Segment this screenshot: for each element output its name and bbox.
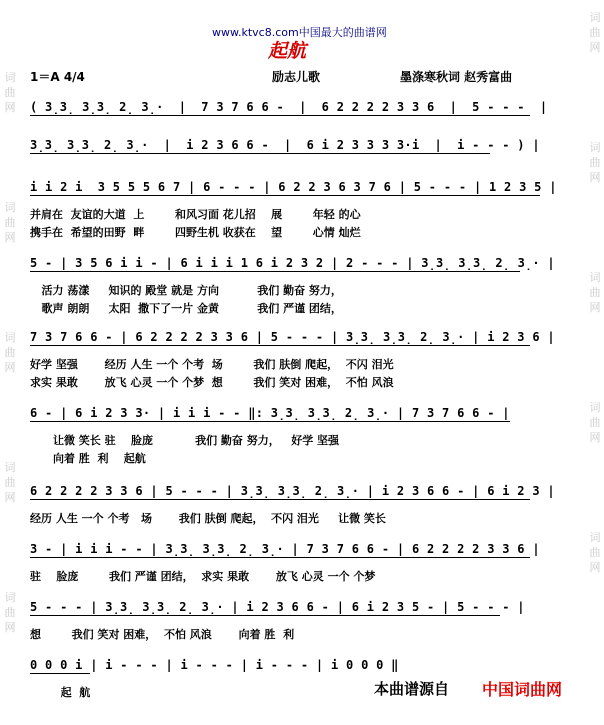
- score-row-2: [0, 138, 604, 172]
- lyric-line-1: 想 我们 笑对 困难， 不怕 风浪 向着 胜 利: [30, 628, 295, 641]
- lyric-line-1: 让微 笑长 驻 脸庞 我们 勤奋 努力， 好学 坚强: [30, 434, 340, 447]
- notation-line: ( 3̣3̣ 3̣3̣ 2̣ 3̣· | 7 3 7 6 6 - | 6 2 2 2 2 3 3 6 | 5 - - - |: [30, 100, 548, 114]
- watermark-right-4: 词曲网: [589, 401, 601, 444]
- notation-line: 6 - | 6 i 2 3 3· | i i i - - ‖: 3̣3̣ 3̣3̣ 2̣ 3̣· | 7 3 7 6 6 - |: [30, 406, 510, 420]
- beam-line: [30, 615, 500, 616]
- lyric-line-2: 向着 胜 利 起航: [30, 452, 146, 465]
- notation-line: 3 - | i i i - - | 3̣3̣ 3̣3̣ 2̣ 3̣· | 7 3 7 6 6 - | 6 2 2 2 2 3 3 6 |: [30, 542, 540, 556]
- source-site-link[interactable]: 中国词曲网: [482, 680, 563, 699]
- source-label: 本曲谱源自: [374, 680, 450, 698]
- notation-line: 3̣3̣ 3̣3̣ 2̣ 3̣· | i 2 3 6 6 - | 6 i 2 3 3 3 3·i | i - - - ) |: [30, 138, 540, 152]
- lyric-line-1: 经历 人生 一个 个考 场 我们 肤倒 爬起， 不闪 泪光 让微 笑长: [30, 512, 386, 525]
- beam-line: [30, 271, 520, 272]
- score-row-5: [0, 330, 604, 389]
- notation-line: 0 0 0 i | i - - - | i - - - | i - - - | i 0 0 0 ‖: [30, 658, 399, 672]
- lyric-line-1: 好学 坚强 经历 人生 一个 个考 场 我们 肤倒 爬起， 不闪 泪光: [30, 358, 394, 371]
- watermark-right-5: 词曲网: [589, 531, 601, 574]
- score-row-6: [0, 406, 604, 465]
- watermark-left-1: 词曲网: [4, 71, 16, 114]
- watermark-left-2: 词曲网: [4, 201, 16, 244]
- beam-line: [30, 195, 540, 196]
- watermark-right-2: 词曲网: [589, 141, 601, 184]
- watermark-right-3: 词曲网: [589, 271, 601, 314]
- notation-line: i i 2 i 3 5 5 5 6 7 | 6 - - - | 6 2 2 3 6 3 7 6 | 5 - - - | 1 2 3 5 |: [30, 180, 557, 194]
- site-name: 中国最大的曲谱网: [298, 26, 387, 39]
- song-title: 起航: [268, 40, 307, 62]
- beam-line: [30, 557, 530, 558]
- beam-line: [30, 673, 90, 674]
- lyric-line-1: 起 航: [30, 686, 91, 699]
- song-credits: 墨涤寒秋词 赵秀富曲: [400, 70, 513, 84]
- lyric-line-2: 携手在 希望的田野 畔 四野生机 收获在 望 心情 灿烂: [30, 226, 361, 239]
- lyric-line-2: 求实 果敢 放飞 心灵 一个 个梦 想 我们 笑对 困难， 不怕 风浪: [30, 376, 394, 389]
- watermark-left-3: 词曲网: [4, 331, 16, 374]
- song-genre: 励志儿歌: [272, 70, 321, 84]
- lyric-line-1: 活力 荡漾 知识的 殿堂 就是 方向 我们 勤奋 努力，: [30, 284, 342, 297]
- notation-line: 7 3 7 6 6 - | 6 2 2 2 2 3 3 6 | 5 - - - | 3̣3̣ 3̣3̣ 2̣ 3̣· | i 2 3 6 |: [30, 330, 555, 344]
- beam-line: [30, 499, 530, 500]
- score-row-7: [0, 484, 604, 525]
- notation-line: 5 - | 3 5 6 i i - | 6 i i i 1 6 i 2 3 2 | 2 - - - | 3̣3̣ 3̣3̣ 2̣ 3̣· |: [30, 256, 555, 270]
- score-row-9: [0, 600, 604, 641]
- notation-line: 6 2 2 2 2 3 3 6 | 5 - - - | 3̣3̣ 3̣3̣ 2̣ 3̣· | i 2 3 6 6 - | 6 i 2 3 |: [30, 484, 555, 498]
- watermark-left-4: 词曲网: [4, 461, 16, 504]
- beam-line: [30, 153, 490, 154]
- notation-line: 5 - - - | 3̣3̣ 3̣3̣ 2̣ 3̣· | i 2 3 6 6 - | 6 i 2 3 5 - | 5 - - - |: [30, 600, 525, 614]
- score-row-1: [0, 100, 604, 134]
- watermark-left-5: 词曲网: [4, 591, 16, 634]
- lyric-line-1: 驻 脸庞 我们 严谨 团结， 求实 果敢 放飞 心灵 一个 个梦: [30, 570, 376, 583]
- site-url: www.ktvc8.com: [212, 26, 299, 39]
- lyric-line-2: 歌声 朗朗 太阳 撒下了一片 金黄 我们 严谨 团结，: [30, 302, 342, 315]
- lyric-line-1: 并肩在 友谊的大道 上 和风习面 花儿招 展 年轻 的心: [30, 208, 361, 221]
- beam-line: [30, 421, 510, 422]
- beam-line: [30, 115, 530, 116]
- beam-line: [30, 345, 530, 346]
- watermark-right-1: 词曲网: [589, 11, 601, 54]
- score-row-8: [0, 542, 604, 583]
- key-signature: 1＝A 4/4: [30, 70, 85, 84]
